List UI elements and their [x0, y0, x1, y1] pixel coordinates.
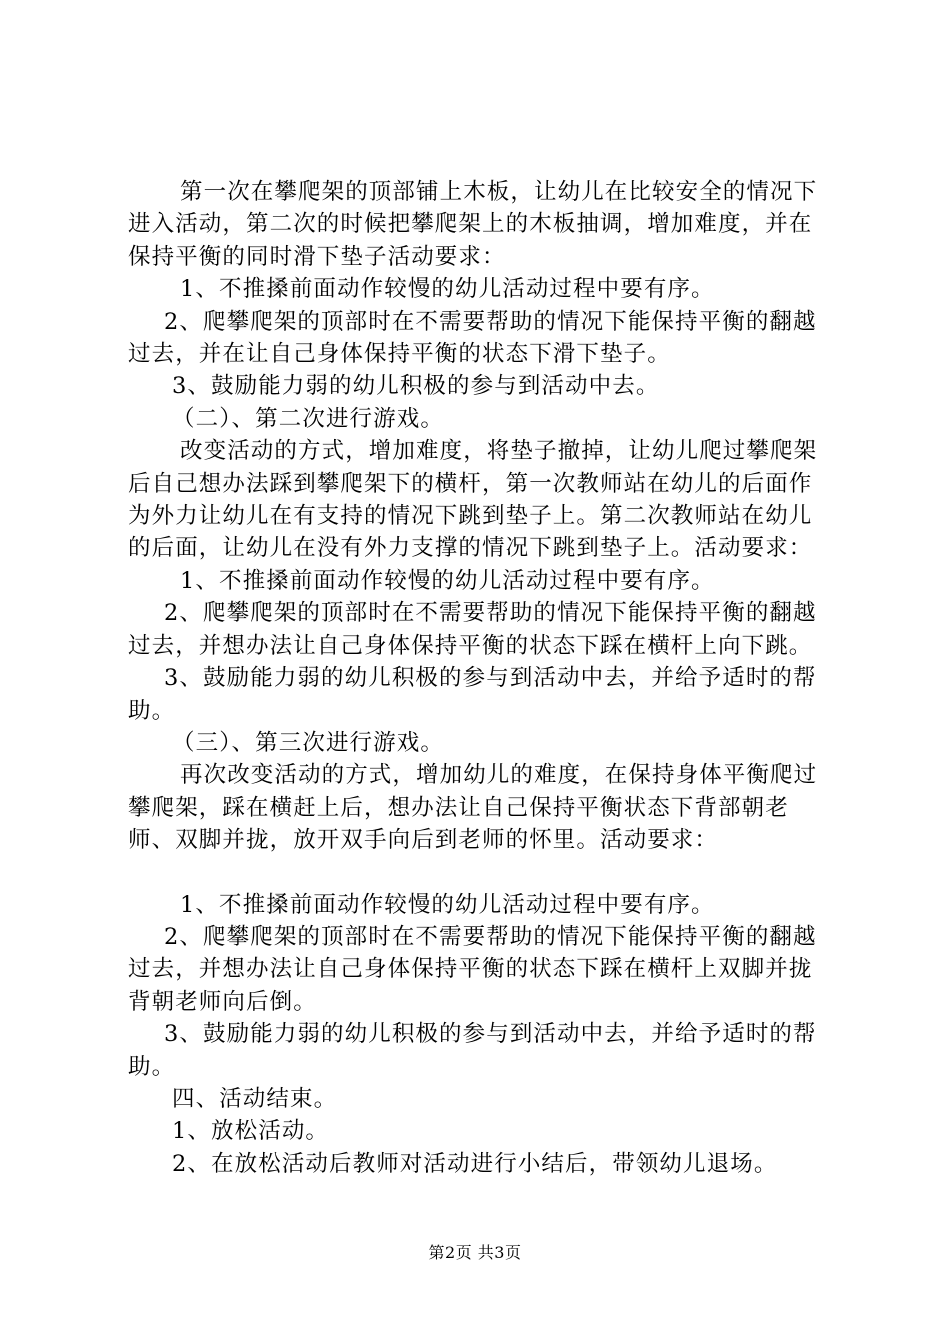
requirement-item: 3、鼓励能力弱的幼儿积极的参与到活动中去。	[172, 373, 660, 400]
ending-item: 1、放松活动。	[172, 1118, 330, 1145]
requirement-item: 1、不推搡前面动作较慢的幼儿活动过程中要有序。	[180, 276, 715, 303]
page-footer: 第2页 共3页	[428, 1243, 522, 1262]
section-heading-2: （二）、第二次进行游戏。	[172, 405, 444, 432]
section-heading-4: 四、活动结束。	[172, 1085, 338, 1112]
requirement-item: 2、爬攀爬架的顶部时在不需要帮助的情况下能保持平衡的翻越过去，并想办法让自己身体保持平衡的状态下踩在横杆上向下跳。	[128, 600, 817, 659]
paragraph-game-3: 再次改变活动的方式，增加幼儿的难度，在保持身体平衡爬过攀爬架，踩在横赶上后，想办法让自己保持平衡状态下背部朝老师、双脚并拢，放开双手向后到老师的怀里。活动要求：	[128, 762, 818, 854]
section-heading-3: （三）、第三次进行游戏。	[172, 729, 444, 756]
requirement-item: 1、不推搡前面动作较慢的幼儿活动过程中要有序。	[180, 891, 715, 918]
requirement-item: 2、爬攀爬架的顶部时在不需要帮助的情况下能保持平衡的翻越过去，并在让自己身体保持平衡的状态下滑下垫子。	[128, 308, 817, 368]
paragraph-intro: 第一次在攀爬架的顶部铺上木板，让幼儿在比较安全的情况下进入活动，第二次的时候把攀爬架上的木板抽调，增加难度，并在保持平衡的同时滑下垫子活动要求：	[128, 179, 818, 270]
paragraph-game-2: 改变活动的方式，增加难度，将垫子撤掉，让幼儿爬过攀爬架后自己想办法踩到攀爬架下的横杆，第一次教师站在幼儿的后面作为外力让幼儿在有支持的情况下跳到垫子上。第二次教师站在幼儿的后面，让幼儿在没有外力支撑的情况下跳到垫子上。活动要求：	[128, 438, 818, 562]
requirement-item: 2、爬攀爬架的顶部时在不需要帮助的情况下能保持平衡的翻越过去，并想办法让自己身体保持平衡的状态下踩在横杆上双脚并拢背朝老师向后倒。	[128, 923, 817, 1015]
ending-item: 2、在放松活动后教师对活动进行小结后，带领幼儿退场。	[172, 1150, 778, 1177]
requirement-item: 3、鼓励能力弱的幼儿积极的参与到活动中去，并给予适时的帮助。	[128, 665, 817, 724]
requirement-item: 1、不推搡前面动作较慢的幼儿活动过程中要有序。	[180, 567, 715, 594]
requirement-item: 3、鼓励能力弱的幼儿积极的参与到活动中去，并给予适时的帮助。	[128, 1021, 817, 1080]
document-body	[128, 176, 828, 1180]
